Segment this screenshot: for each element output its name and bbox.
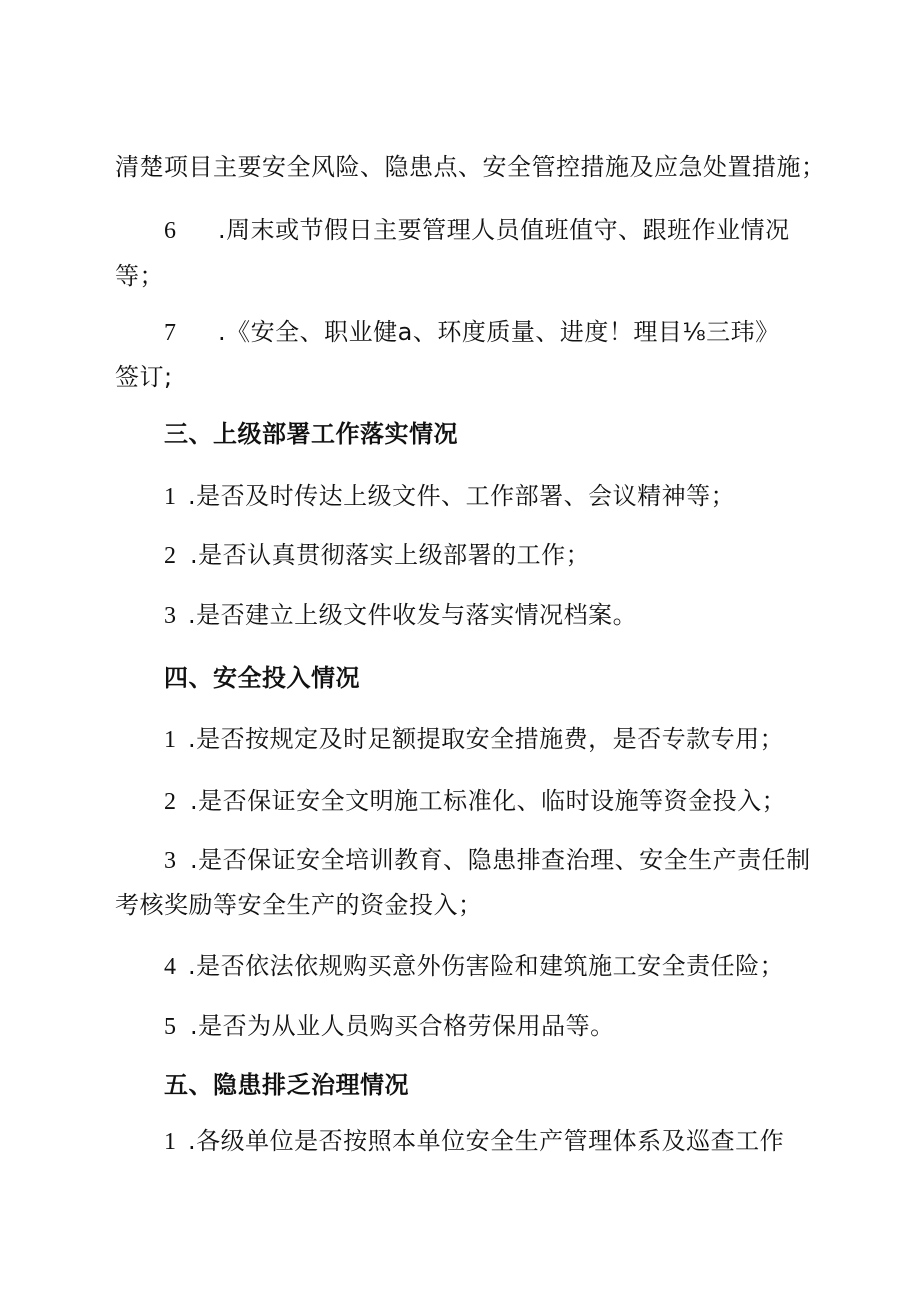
line-text: .是否依法依规购买意外伤害险和建筑施工安全责任险； — [188, 952, 785, 980]
paragraph-line — [115, 151, 826, 183]
line-text: .各级单位是否按照本单位安全生产管理体系及巡查工作 — [188, 1127, 785, 1155]
section-heading-4 — [164, 662, 360, 694]
list-item-6 — [164, 214, 790, 247]
paragraph-line — [115, 889, 483, 921]
line-text: 等； — [115, 262, 164, 290]
line-text: .是否及时传达上级文件、工作部署、会议精神等； — [188, 482, 736, 510]
line-text: 清楚项目主要安全风险、隐患点、安全管控措施及应急处置措施； — [115, 153, 826, 181]
line-text: .是否保证安全文明施工标准化、临时设施等资金投入； — [190, 787, 787, 815]
line-text: 考核奖励等安全生产的资金投入； — [115, 891, 483, 919]
heading-text: 五、隐患排乏治理情况 — [164, 1071, 409, 1099]
list-number: 1 — [164, 1129, 177, 1155]
line-text: .是否建立上级文件收发与落实情况档案。 — [188, 601, 638, 629]
list-item-2 — [164, 539, 590, 572]
list-number: 3 — [164, 848, 177, 874]
list-item-3 — [164, 844, 811, 877]
list-number: 4 — [164, 954, 177, 980]
heading-text: 三、上级部署工作落实情况 — [164, 420, 458, 448]
list-number: 7 — [164, 320, 177, 346]
list-item-3 — [164, 599, 637, 632]
list-item-5 — [164, 1010, 615, 1043]
list-item-7 — [164, 316, 780, 349]
list-number: 6 — [164, 218, 177, 244]
list-item-1 — [164, 1125, 784, 1158]
list-item-2 — [164, 785, 786, 818]
list-number: 5 — [164, 1014, 177, 1040]
line-text: .是否为从业人员购买合格劳保用品等。 — [190, 1012, 615, 1040]
section-heading-3 — [164, 418, 458, 450]
list-number: 1 — [164, 727, 177, 753]
list-number: 3 — [164, 603, 177, 629]
line-text: .周末或节假日主要管理人员值班值守、跟班作业情况 — [218, 216, 790, 244]
section-heading-5 — [164, 1069, 409, 1101]
list-item-1 — [164, 723, 784, 756]
list-number: 1 — [164, 484, 177, 510]
line-text: .《安全、职业健a、环度质量、进度！理目⅛三玮》 — [218, 318, 780, 346]
list-item-4 — [164, 950, 784, 983]
line-text: 签订; — [115, 363, 173, 391]
heading-text: 四、安全投入情况 — [164, 664, 360, 692]
line-text: .是否按规定及时足额提取安全措施费，是否专款专用； — [188, 725, 785, 753]
paragraph-line — [115, 361, 173, 393]
line-text: .是否保证安全培训教育、隐患排查治理、安全生产责任制 — [190, 846, 811, 874]
list-number: 2 — [164, 543, 177, 569]
line-text: .是否认真贯彻落实上级部署的工作； — [190, 541, 591, 569]
list-number: 2 — [164, 789, 177, 815]
list-item-1 — [164, 480, 735, 513]
paragraph-line — [115, 260, 164, 292]
